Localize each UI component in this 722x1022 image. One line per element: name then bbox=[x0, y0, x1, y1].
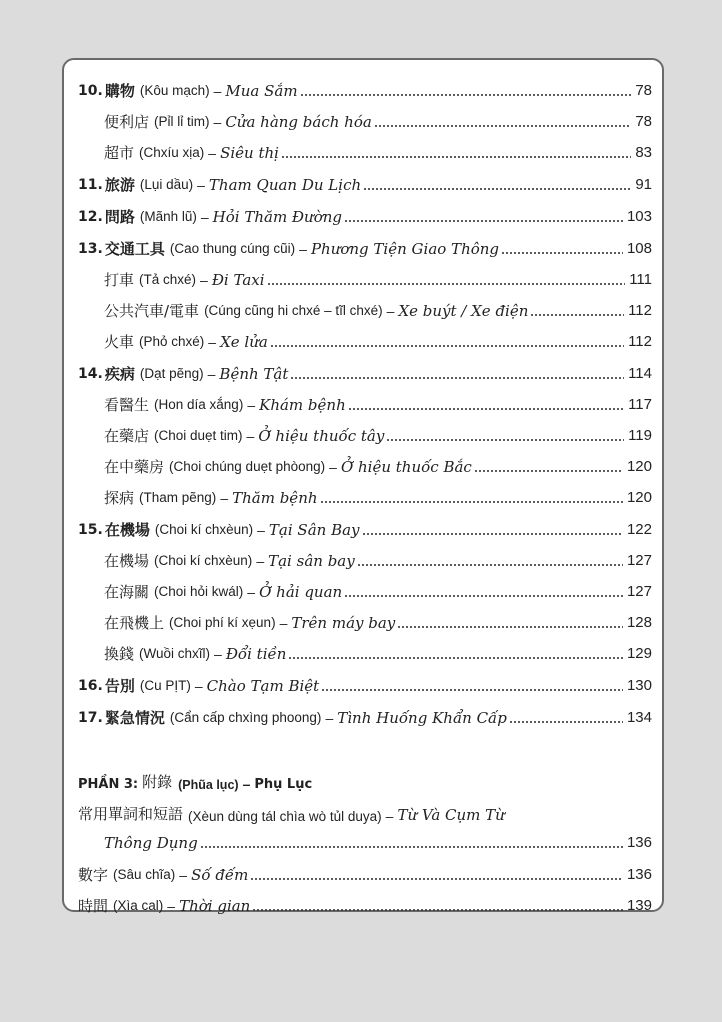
toc-subentry[interactable] bbox=[104, 606, 652, 634]
entry-chinese: 在海關 bbox=[104, 583, 150, 601]
entry-dash: – bbox=[207, 366, 216, 382]
page-number: 112 bbox=[628, 302, 652, 319]
entry-vietnamese: Xe buýt / Xe điện bbox=[398, 302, 529, 320]
leader-dots bbox=[530, 313, 624, 317]
entry-dash: – bbox=[220, 490, 229, 506]
entry-romanization: (Tham pẽng) bbox=[139, 490, 217, 505]
leader-dots bbox=[348, 407, 624, 411]
entry-vietnamese: Từ Và Cụm Từ bbox=[397, 806, 505, 824]
page-number: 120 bbox=[626, 489, 652, 506]
entry-dash: – bbox=[247, 584, 256, 600]
entry-vietnamese-continued: Thông Dụng bbox=[104, 834, 198, 852]
entry-romanization: (Cao thung cúng cũi) bbox=[169, 241, 296, 256]
leader-dots bbox=[386, 438, 624, 442]
toc-entry-17[interactable] bbox=[78, 701, 652, 729]
toc-entry-numbers[interactable] bbox=[78, 858, 652, 886]
entry-vietnamese: Xe lửa bbox=[220, 333, 268, 351]
entry-chinese: 超市 bbox=[104, 144, 135, 162]
entry-romanization: (Choi duẹt tim) bbox=[154, 428, 243, 443]
entry-vietnamese: Tham Quan Du Lịch bbox=[208, 176, 362, 194]
entry-dash: – bbox=[194, 678, 203, 694]
leader-dots bbox=[474, 469, 623, 473]
toc-entry-15[interactable] bbox=[78, 513, 652, 541]
toc-subentry[interactable] bbox=[104, 136, 652, 164]
entry-romanization: (Choi chúng duẹt phòong) bbox=[169, 459, 326, 474]
entry-vietnamese: Trên máy bay bbox=[291, 614, 396, 632]
leader-dots bbox=[374, 124, 632, 128]
entry-vietnamese: Tại sân bay bbox=[268, 552, 355, 570]
entry-romanization: (Pỉl lỉ tim) bbox=[154, 114, 210, 129]
leader-dots bbox=[290, 376, 624, 380]
entry-dash: – bbox=[200, 209, 209, 225]
entry-vietnamese: Số đếm bbox=[191, 866, 249, 884]
entry-dash: – bbox=[179, 867, 188, 883]
entry-vietnamese: Tình Huống Khẩn Cấp bbox=[337, 709, 507, 727]
page-number: 111 bbox=[629, 271, 652, 288]
entry-dash: – bbox=[257, 522, 265, 538]
part-dash: – bbox=[242, 776, 251, 792]
page-number: 91 bbox=[635, 176, 652, 193]
entry-vietnamese: Hỏi Thăm Đường bbox=[212, 208, 342, 226]
toc-page bbox=[62, 58, 664, 915]
leader-dots bbox=[397, 625, 623, 629]
entry-dash: – bbox=[279, 615, 288, 631]
entry-chinese: 打車 bbox=[104, 271, 135, 289]
entry-romanization: (Dạt pẽng) bbox=[139, 366, 204, 381]
leader-dots bbox=[362, 532, 623, 536]
toc-entry-common-words[interactable] bbox=[78, 800, 652, 824]
toc-subentry[interactable] bbox=[104, 481, 652, 509]
part-3-heading bbox=[78, 768, 312, 792]
leader-dots bbox=[509, 720, 623, 724]
entry-romanization: (Lụi dầu) bbox=[139, 177, 194, 192]
toc-entry-16[interactable] bbox=[78, 669, 652, 697]
entry-dash: – bbox=[256, 553, 265, 569]
entry-vietnamese: Khám bệnh bbox=[259, 396, 346, 414]
entry-chinese: 換錢 bbox=[104, 645, 135, 663]
toc-subentry[interactable] bbox=[104, 294, 652, 322]
entry-chinese: 火車 bbox=[104, 333, 135, 351]
entry-romanization: (Sâu chĩa) bbox=[113, 867, 176, 882]
page-number: 78 bbox=[635, 113, 652, 130]
entry-dash: – bbox=[197, 177, 205, 193]
entry-chinese: 公共汽車/電車 bbox=[104, 302, 200, 320]
entry-romanization: (Xìa cal) bbox=[113, 898, 164, 913]
entry-vietnamese: Ở hiệu thuốc Bắc bbox=[340, 458, 472, 476]
entry-dash: – bbox=[214, 646, 222, 662]
leader-dots bbox=[288, 656, 623, 660]
page-number: 108 bbox=[626, 240, 652, 257]
entry-chinese: 緊急情況 bbox=[104, 709, 165, 727]
entry-romanization: (Chxíu xịa) bbox=[139, 145, 205, 160]
toc-subentry[interactable] bbox=[104, 450, 652, 478]
entry-number: 11. bbox=[78, 177, 103, 193]
entry-chinese: 數字 bbox=[78, 866, 109, 884]
page-number: 117 bbox=[628, 396, 652, 413]
part-chinese: 附錄 bbox=[142, 773, 173, 791]
leader-dots bbox=[252, 908, 623, 912]
leader-dots bbox=[363, 187, 631, 191]
page-number: 136 bbox=[626, 834, 652, 851]
page-number: 119 bbox=[628, 427, 652, 444]
entry-chinese: 疾病 bbox=[104, 365, 135, 383]
toc-subentry[interactable] bbox=[104, 419, 652, 447]
leader-dots bbox=[501, 251, 623, 255]
leader-dots bbox=[357, 563, 623, 567]
page-number: 136 bbox=[626, 866, 652, 883]
toc-subentry[interactable] bbox=[104, 637, 652, 665]
entry-romanization: (Wuồi chxĩl) bbox=[139, 646, 211, 661]
entry-chinese: 便利店 bbox=[104, 113, 150, 131]
page-number: 130 bbox=[626, 677, 652, 694]
leader-dots bbox=[320, 500, 623, 504]
page-number: 120 bbox=[626, 458, 652, 475]
entry-vietnamese: Thời gian bbox=[179, 897, 251, 915]
entry-dash: – bbox=[386, 303, 395, 319]
entry-romanization: (Choi phí kí xẹun) bbox=[169, 615, 276, 630]
entry-number: 15. bbox=[78, 522, 103, 538]
entry-vietnamese: Đi Taxi bbox=[211, 271, 265, 289]
entry-vietnamese: Thăm bệnh bbox=[232, 489, 318, 507]
leader-dots bbox=[344, 219, 623, 223]
page-number: 122 bbox=[626, 521, 652, 538]
entry-chinese: 在飛機上 bbox=[104, 614, 165, 632]
entry-number: 13. bbox=[78, 241, 103, 257]
entry-vietnamese: Ở hiệu thuốc tây bbox=[258, 427, 385, 445]
entry-vietnamese: Đổi tiền bbox=[225, 645, 287, 663]
page-number: 103 bbox=[626, 208, 652, 225]
leader-dots bbox=[321, 688, 623, 692]
toc-entry-12[interactable] bbox=[78, 200, 652, 228]
entry-chinese: 在機場 bbox=[104, 552, 150, 570]
entry-romanization: (Choi kí chxèun) bbox=[154, 522, 254, 537]
toc-subentry[interactable] bbox=[104, 325, 652, 353]
entry-vietnamese: Siêu thị bbox=[220, 144, 279, 162]
entry-number: 10. bbox=[78, 83, 103, 99]
leader-dots bbox=[281, 155, 631, 159]
entry-chinese: 在藥店 bbox=[104, 427, 150, 445]
entry-romanization: (Xèun dùng tál chìa wò tủl duya) bbox=[188, 809, 382, 824]
leader-dots bbox=[250, 877, 623, 881]
toc-subentry[interactable] bbox=[104, 544, 652, 572]
toc-entry-14[interactable] bbox=[78, 357, 652, 385]
entry-romanization: (Tả chxé) bbox=[139, 272, 197, 287]
page-number: 127 bbox=[626, 552, 652, 569]
entry-romanization: (Kôu mạch) bbox=[139, 83, 210, 98]
leader-dots bbox=[200, 845, 623, 849]
entry-vietnamese: Cửa hàng bách hóa bbox=[225, 113, 372, 131]
page-number: 78 bbox=[635, 82, 652, 99]
part-vietnamese: Phụ Lục bbox=[254, 777, 313, 792]
toc-subentry[interactable] bbox=[104, 575, 652, 603]
part-romanization: (Phũa lục) bbox=[178, 778, 239, 792]
entry-romanization: (Cu PỊT) bbox=[139, 678, 191, 693]
page-number: 139 bbox=[626, 897, 652, 914]
leader-dots bbox=[344, 594, 623, 598]
entry-vietnamese: Phương Tiện Giao Thông bbox=[310, 240, 500, 258]
entry-number: 16. bbox=[78, 678, 103, 694]
entry-dash: – bbox=[213, 114, 222, 130]
toc-subentry[interactable] bbox=[104, 263, 652, 291]
entry-romanization: (Mãnh lũ) bbox=[139, 209, 197, 224]
toc-entry-11[interactable] bbox=[78, 168, 652, 196]
entry-number: 17. bbox=[78, 710, 103, 726]
page-number: 114 bbox=[628, 365, 652, 382]
toc-entry-time[interactable] bbox=[78, 889, 652, 917]
entry-dash: – bbox=[213, 83, 222, 99]
toc-subentry[interactable] bbox=[104, 388, 652, 416]
entry-chinese: 在中藥房 bbox=[104, 458, 165, 476]
toc-entry-10[interactable] bbox=[78, 74, 652, 102]
entry-romanization: (Cúng cũng hi chxé – tĩl chxé) bbox=[204, 303, 383, 318]
entry-number: 14. bbox=[78, 366, 103, 382]
toc-entry-common-words-continued[interactable] bbox=[104, 826, 652, 854]
entry-number: 12. bbox=[78, 209, 103, 225]
entry-dash: – bbox=[325, 710, 334, 726]
entry-romanization: (Choi kí chxèun) bbox=[154, 553, 253, 568]
entry-vietnamese: Tại Sân Bay bbox=[268, 521, 360, 539]
entry-dash: – bbox=[299, 241, 307, 257]
entry-romanization: (Choi hỏi kwál) bbox=[154, 584, 244, 599]
entry-chinese: 購物 bbox=[104, 82, 135, 100]
entry-chinese: 交通工具 bbox=[104, 240, 165, 258]
entry-romanization: (Hon día xắng) bbox=[154, 397, 244, 412]
leader-dots bbox=[270, 344, 624, 348]
entry-dash: – bbox=[208, 334, 217, 350]
part-label: PHẦN 3: bbox=[78, 777, 139, 792]
entry-dash: – bbox=[167, 898, 176, 914]
entry-chinese: 看醫生 bbox=[104, 396, 150, 414]
entry-vietnamese: Ở hải quan bbox=[259, 583, 343, 601]
entry-dash: – bbox=[247, 397, 256, 413]
leader-dots bbox=[300, 93, 632, 97]
page-number: 127 bbox=[626, 583, 652, 600]
entry-dash: – bbox=[200, 272, 208, 288]
page-number: 128 bbox=[626, 614, 652, 631]
entry-chinese: 常用單詞和短語 bbox=[78, 805, 184, 823]
entry-vietnamese: Chào Tạm Biệt bbox=[206, 677, 320, 695]
page-number: 129 bbox=[626, 645, 652, 662]
toc-subentry[interactable] bbox=[104, 105, 652, 133]
entry-dash: – bbox=[329, 459, 337, 475]
toc-entry-13[interactable] bbox=[78, 232, 652, 260]
entry-vietnamese: Bệnh Tật bbox=[219, 365, 289, 383]
entry-chinese: 時間 bbox=[78, 897, 109, 915]
entry-chinese: 在機場 bbox=[104, 521, 150, 539]
page-number: 112 bbox=[628, 333, 652, 350]
entry-dash: – bbox=[246, 428, 255, 444]
entry-chinese: 告別 bbox=[104, 677, 135, 695]
entry-chinese: 問路 bbox=[104, 208, 135, 226]
page-number: 134 bbox=[626, 709, 652, 726]
entry-dash: – bbox=[208, 145, 217, 161]
page-number: 83 bbox=[635, 144, 652, 161]
entry-chinese: 探病 bbox=[104, 489, 135, 507]
leader-dots bbox=[267, 282, 626, 286]
entry-romanization: (Cẩn cấp chxìng phoong) bbox=[169, 710, 322, 725]
entry-romanization: (Phỏ chxé) bbox=[139, 334, 205, 349]
entry-dash: – bbox=[385, 808, 394, 824]
entry-chinese: 旅游 bbox=[104, 176, 135, 194]
entry-vietnamese: Mua Sắm bbox=[225, 82, 298, 100]
